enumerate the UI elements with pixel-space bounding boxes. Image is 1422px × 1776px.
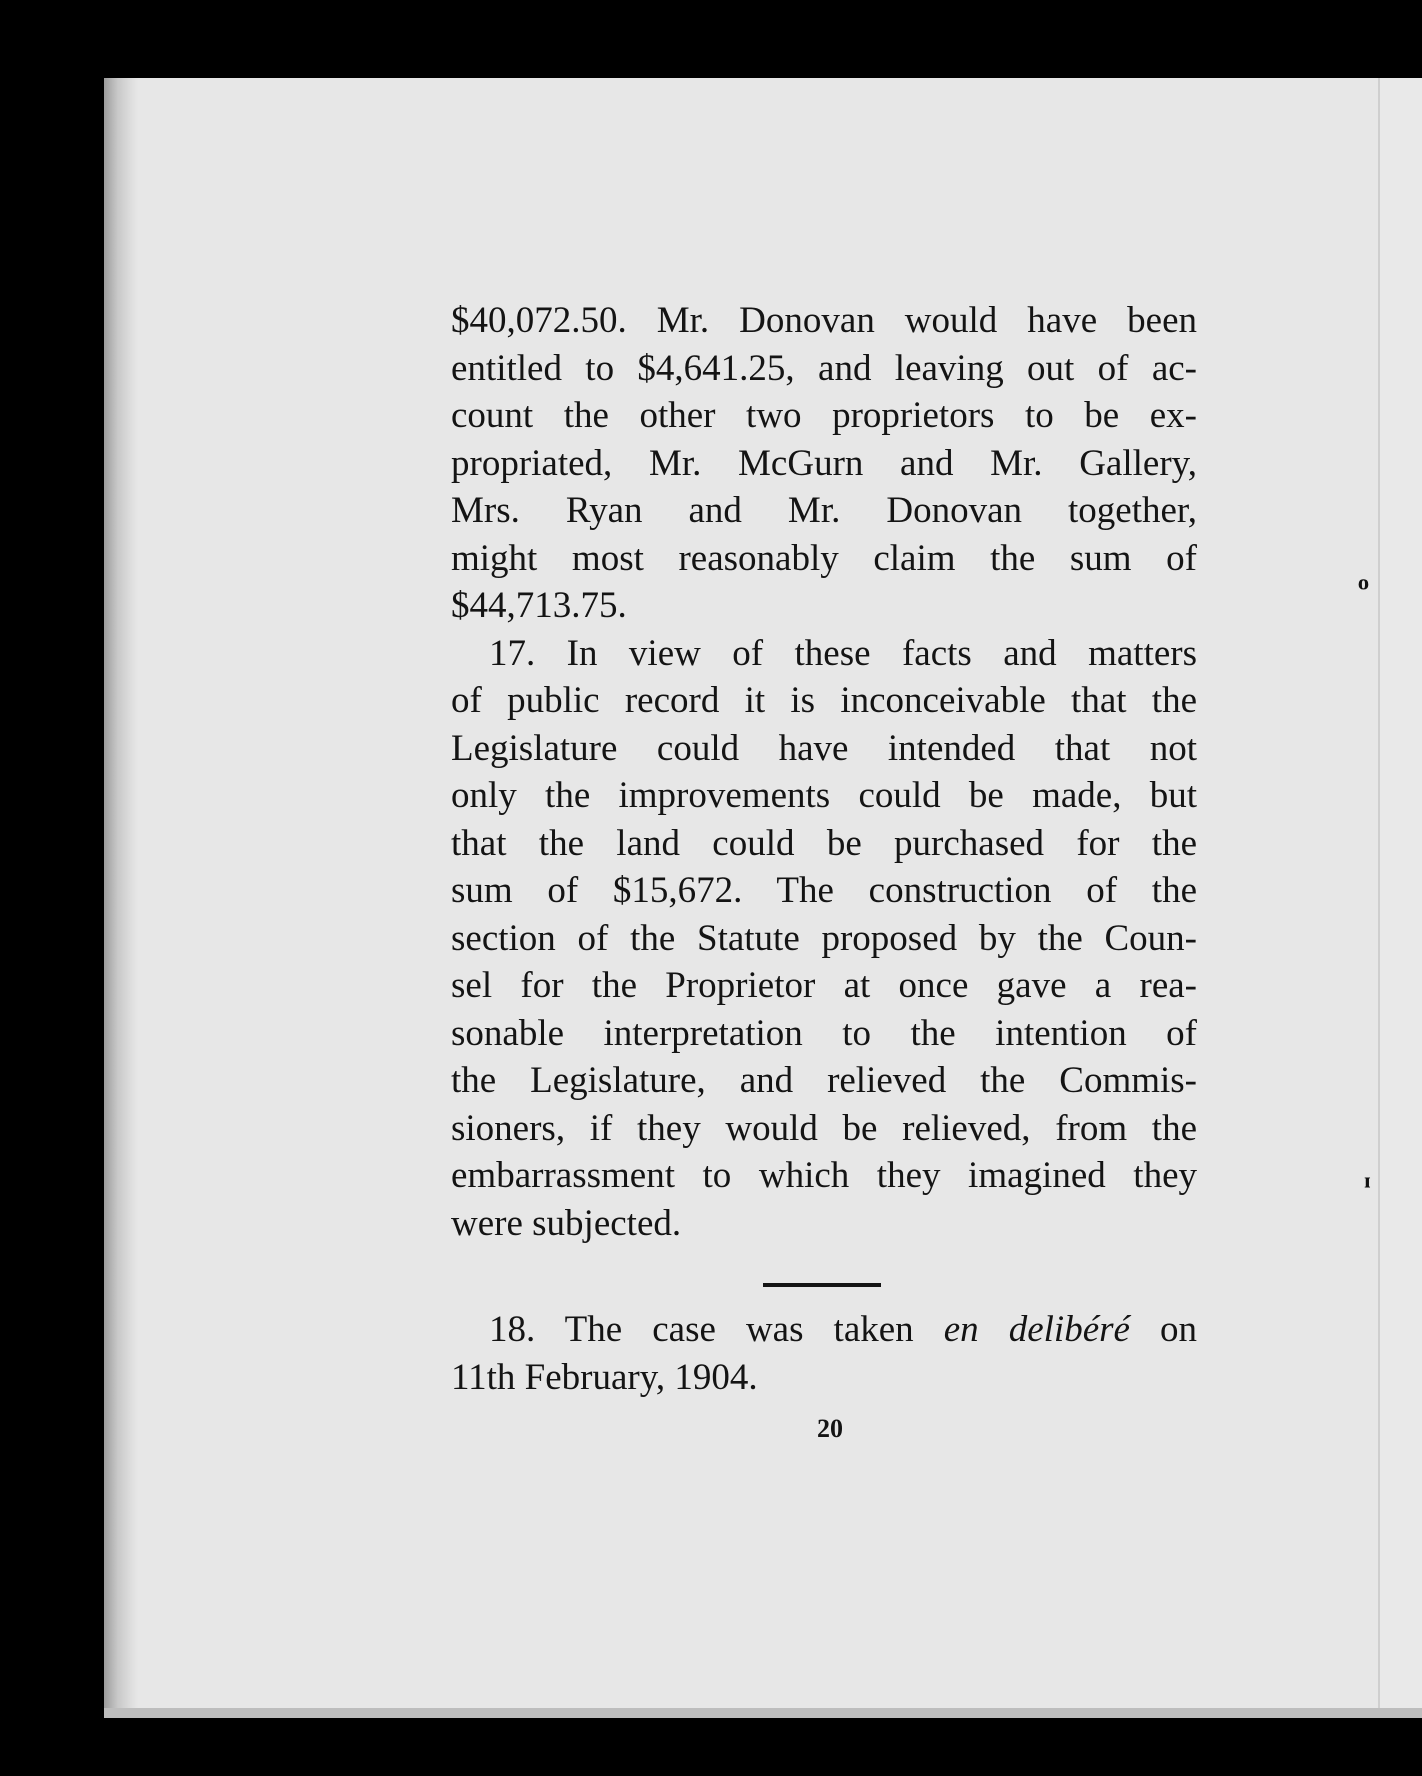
text-line: [451, 1306, 1197, 1354]
text-line: 17. In view of these facts and matters: [489, 632, 1197, 674]
text-fragment: 18. The case was taken: [489, 1309, 944, 1350]
text-line: sel for the Proprietor at once gave a rea-: [451, 965, 1197, 1006]
text-line: $44,713.75.: [451, 585, 627, 626]
text-line: entitled to $4,641.25, and leaving out of ac-: [451, 347, 1197, 389]
italic-phrase: en delibéré: [943, 1309, 1130, 1350]
text-line: only the improvements could be made, but: [451, 775, 1197, 816]
text-line: 11th February, 1904.: [451, 1356, 758, 1398]
section-divider-rule: [763, 1283, 881, 1287]
paragraph-16-continuation: [451, 297, 1197, 630]
bleed-through-mark-lower: ᶦ: [1364, 1165, 1371, 1207]
text-line: might most reasonably claim the sum of: [451, 537, 1197, 579]
text-fragment: on: [1129, 1309, 1198, 1350]
paragraph-17: [451, 630, 1197, 1248]
text-line: embarrassment to which they imagined they: [451, 1155, 1197, 1196]
page-number: 20: [817, 1414, 843, 1443]
bleed-through-mark-upper: ᵒ: [1358, 567, 1369, 609]
text-line: sonable interpretation to the intention of: [451, 1012, 1197, 1054]
text-line: propriated, Mr. McGurn and Mr. Gallery,: [451, 442, 1197, 484]
paragraph-18: [451, 1306, 1197, 1401]
text-line: count the other two proprietors to be ex-: [451, 395, 1197, 436]
text-line: Legislature could have intended that not: [451, 727, 1197, 769]
text-line: of public record it is inconceivable that the: [451, 680, 1197, 721]
text-line: Mrs. Ryan and Mr. Donovan together,: [451, 490, 1197, 531]
text-line: section of the Statute proposed by the Coun-: [451, 917, 1197, 959]
page-gutter-shadow: [104, 78, 138, 1718]
text-line: sioners, if they would be relieved, from the: [451, 1107, 1197, 1149]
text-line: $40,072.50. Mr. Donovan would have been: [451, 300, 1197, 341]
bottom-page-edge: [104, 1708, 1422, 1718]
text-line: the Legislature, and relieved the Commis-: [451, 1060, 1197, 1101]
text-line: that the land could be purchased for the: [451, 822, 1197, 864]
right-page-edge: [1378, 78, 1422, 1718]
text-line: sum of $15,672. The construction of the: [451, 870, 1197, 911]
text-line: were subjected.: [451, 1202, 682, 1244]
body-text: [451, 297, 1197, 1247]
